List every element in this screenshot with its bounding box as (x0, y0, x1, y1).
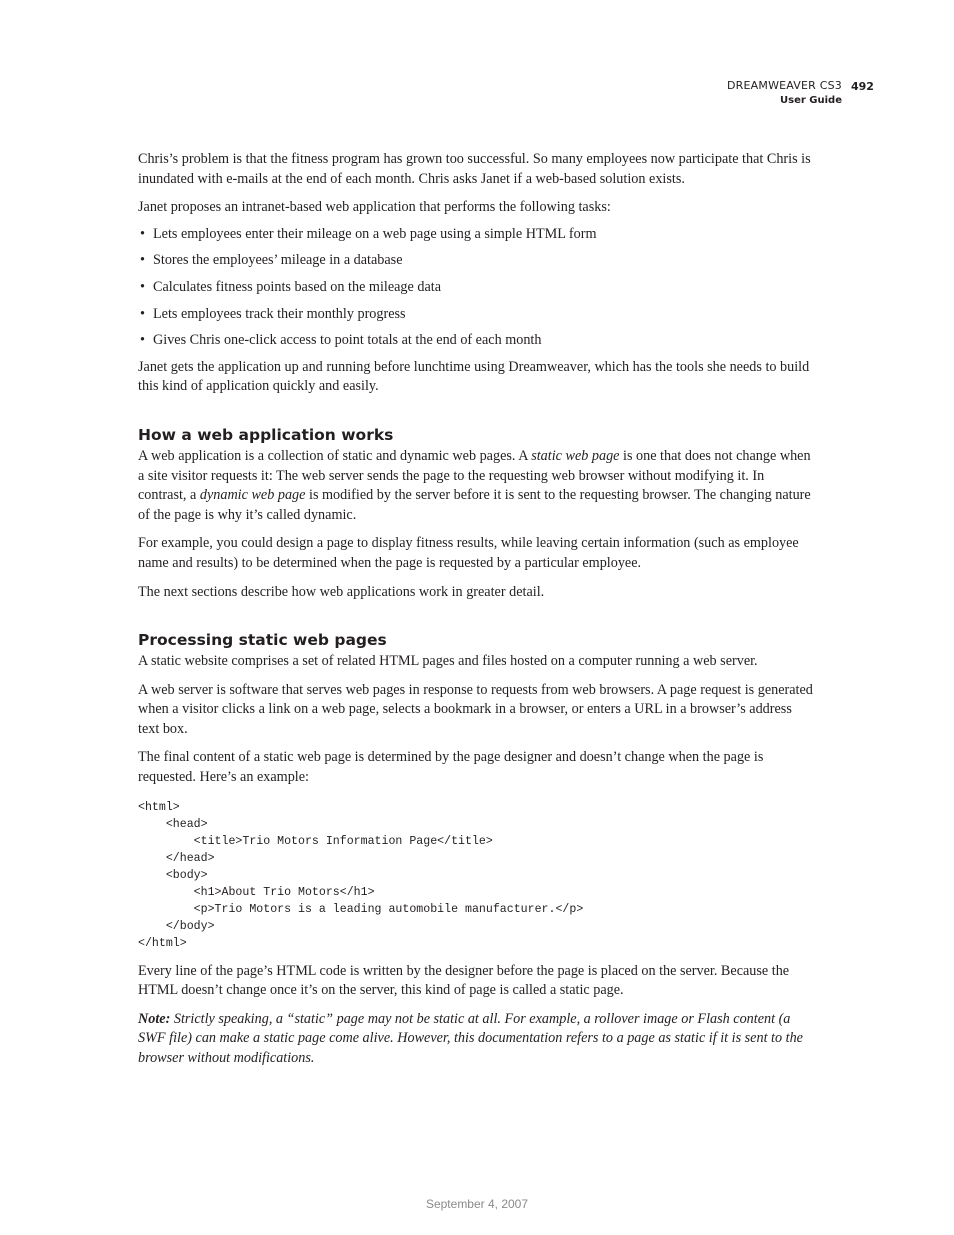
term-dynamic-web-page: dynamic web page (199, 487, 306, 504)
running-header (727, 79, 842, 108)
paragraph-static-website: A static website comprises a set of related HTML pages and files hosted on a computer running a web server. (138, 653, 758, 670)
paragraph-summary: Janet gets the application up and running before lunchtime using Dreamweaver, which has the tools she needs to build this kind of application quickly and easily. (138, 358, 810, 395)
note-text: Strictly speaking, a “static” page may not be static at all. For example, a rollover image or Flash content (a SWF file) can make a static page come alive. However, this documentation refers to a page as static if it is sent to the browser without modifications. (138, 1010, 803, 1066)
note-label: Note: (138, 1010, 171, 1027)
paragraph-example: For example, you could design a page to display fitness results, while leaving certain information (such as employee name and results) to be determined when the page is requested by a particular employee. (138, 535, 799, 571)
page-number: 492 (851, 80, 874, 93)
paragraph-proposal: Janet proposes an intranet-based web application that performs the following tasks: (138, 199, 611, 216)
list-item: • Lets employees track their monthly progress (138, 305, 816, 325)
bullet-icon: • (140, 252, 145, 269)
bullet-icon: • (140, 332, 145, 349)
paragraph-static-explanation: Every line of the page’s HTML code is written by the designer before the page is placed on the server. Because the HTML doesn’t change once it’s on the server, this kind of page is called a static page. (138, 962, 790, 999)
product-name: DREAMWEAVER CS3 (726, 79, 842, 92)
list-item: • Stores the employees’ mileage in a database (138, 251, 816, 271)
paragraph-intro: Chris’s problem is that the fitness program has grown too successful. So many employees now participate that Chris is inundated with e-mails at the end of each month. Chris asks Janet if a web-based solution exists. (138, 151, 811, 187)
section-heading-static-pages: Processing static web pages (138, 631, 387, 650)
guide-name: User Guide (780, 95, 842, 106)
paragraph-next-sections: The next sections describe how web applications work in greater detail. (138, 583, 545, 600)
paragraph-definition: A web application is a collection of static and dynamic web pages. A static web page is one that does not change when a site visitor requests it: The web server sends the page to the requesting web browser without modifying it. In contrast, a dynamic web page is modified by the server before it is sent to the requesting browser. The changing nature of the page is why it’s called dynamic. (138, 447, 811, 523)
bullet-icon: • (140, 278, 145, 295)
paragraph-web-server: A web server is software that serves web pages in response to requests from web browsers. A page request is generated when a visitor clicks a link on a web page, selects a bookmark in a browser, or enters a URL in a browser’s address text box. (138, 681, 813, 737)
list-item: • Calculates fitness points based on the mileage data (138, 278, 816, 298)
bullet-icon: • (140, 225, 145, 242)
paragraph-final-content: The final content of a static web page is determined by the page designer and doesn’t change when the page is requested. Here’s an example: (138, 749, 764, 786)
list-item: • Gives Chris one-click access to point totals at the end of each month (138, 331, 816, 351)
bullet-icon: • (140, 305, 145, 322)
list-item: • Lets employees enter their mileage on a web page using a simple HTML form (138, 225, 816, 245)
term-static-web-page: static web page (531, 447, 620, 464)
task-list (138, 225, 816, 351)
note (138, 1010, 816, 1069)
section-heading-web-application: How a web application works (138, 425, 394, 444)
footer-date: September 4, 2007 (425, 1197, 529, 1211)
code-example: <html> <head> <title>Trio Motors Information Page</title> </head> <body> <h1>About Trio Motors</h1> <p>Trio Motors is a leading automobile manufacturer.</p> </body> </html> (138, 800, 584, 951)
page-body (138, 150, 816, 1068)
